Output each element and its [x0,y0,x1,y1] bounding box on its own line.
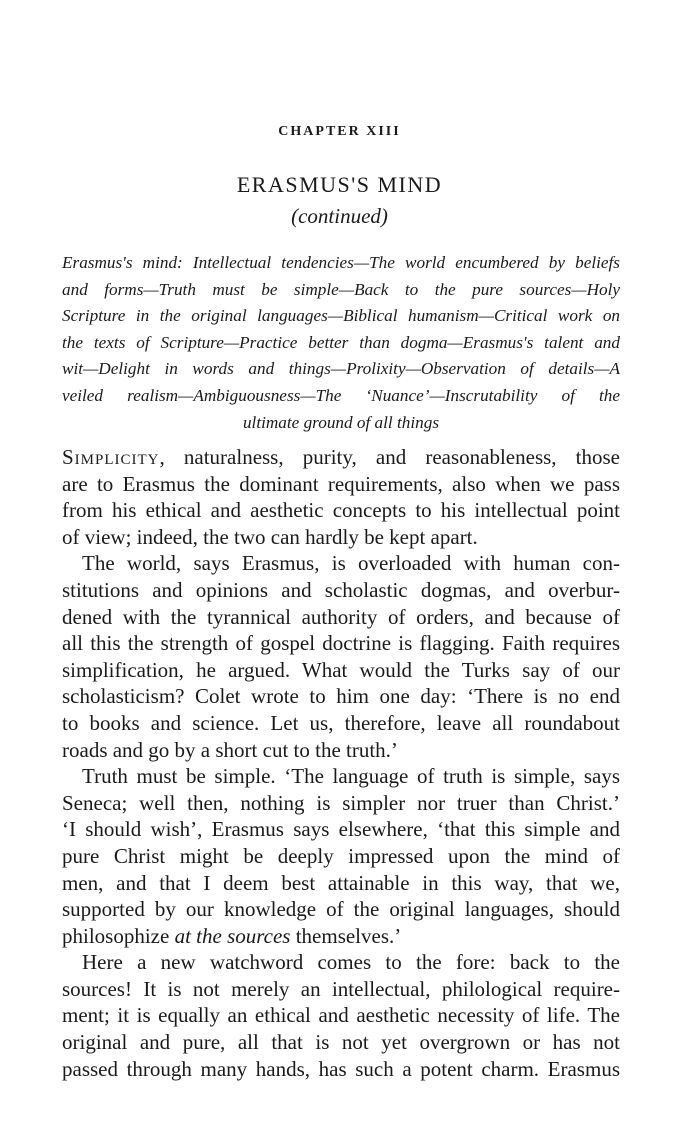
body-line: supported by our knowledge of the original languages, should [62,897,620,922]
summary-line: ultimate ground of all things [242,412,440,432]
body-text [62,444,620,1082]
body-line: men, and that I deem best attainable in this way, that we, [62,870,620,895]
body-line: sources! It is not merely an intellectual, philological require- [62,976,620,1001]
summary-line: and forms—Truth must be simple—Back to the pure sources—Holy [62,279,620,299]
summary-line: Scripture in the original languages—Biblical humanism—Critical work on [62,306,620,326]
body-line: Truth must be simple. ‘The language of truth is simple, says [82,764,620,789]
drop-word: Simplicity [62,445,160,469]
summary-line: veiled realism—Ambiguousness—The ‘Nuance’—Inscrutability of the [62,385,620,405]
body-line: roads and go by a short cut to the truth.’ [62,737,398,762]
body-line: Simplicity, naturalness, purity, and reasonableness, those [62,445,620,469]
body-line: stitutions and opinions and scholastic dogmas, and overbur- [62,577,620,602]
chapter-summary [62,250,620,436]
body-line: ‘I should wish’, Erasmus says elsewhere, ‘that this simple and [62,817,620,842]
summary-line: Erasmus's mind: Intellectual tendencies—The world encumbered by beliefs [62,253,620,272]
body-line: of view; indeed, the two can hardly be kept apart. [62,524,478,549]
body-line: pure Christ might be deeply impressed upon the mind of [62,843,620,868]
chapter-title: ERASMUS'S MIND [236,172,443,197]
chapter-subtitle: (continued) [291,204,388,228]
body-line: Seneca; well then, nothing is simpler nor truer than Christ.’ [62,790,620,815]
body-line: The world, says Erasmus, is overloaded with human con- [82,551,620,576]
body-line: simplification, he argued. What would the Turks say of our [62,657,620,682]
body-line: to books and science. Let us, therefore, leave all roundabout [62,710,620,735]
body-line: are to Erasmus the dominant requirements, also when we pass [62,471,620,496]
body-line: original and pure, all that is not yet overgrown or has not [62,1030,620,1055]
chapter-number: CHAPTER XIII [278,124,401,139]
body-line: scholasticism? Colet wrote to him one day: ‘There is no end [62,684,620,709]
body-line: dened with the tyrannical authority of orders, and because of [62,604,620,629]
summary-line: the texts of Scripture—Practice better than dogma—Erasmus's talent and [62,332,620,352]
body-line: philosophize at the sources themselves.’ [62,923,402,948]
body-line: passed through many hands, has such a potent charm. Erasmus [62,1056,620,1081]
body-line: all this the strength of gospel doctrine is flagging. Faith requires [62,631,620,656]
body-line: ment; it is equally an ethical and aesthetic necessity of life. The [62,1003,620,1028]
summary-line: wit—Delight in words and things—Prolixity—Observation of details—A [62,359,620,379]
body-line: Here a new watchword comes to the fore: back to the [82,950,620,975]
body-line: from his ethical and aesthetic concepts to his intellectual point [62,498,620,523]
